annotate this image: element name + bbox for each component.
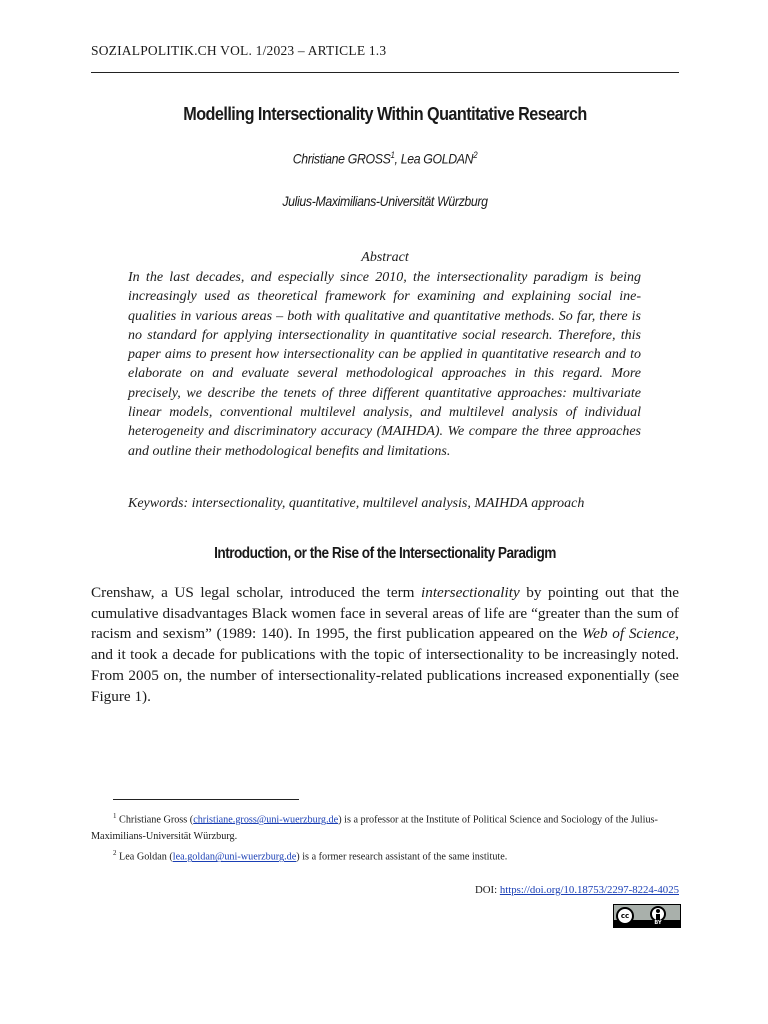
article-title: Modelling Intersectionality Within Quantitative Research bbox=[183, 104, 587, 124]
footnote-text: ) is a professor at the Institute of Political Science and Sociology of the Julius-Maximilians-Universität Würzburg. bbox=[91, 814, 658, 842]
footnote-mark-2[interactable]: 2 bbox=[473, 150, 478, 160]
email-link[interactable]: christiane.gross@uni-wuerzburg.de bbox=[193, 814, 339, 826]
footnotes bbox=[91, 808, 679, 866]
abstract-body: In the last decades, and especially since 2010, the intersectionality paradigm is being increasingly used as theoretical framework for examining and explaining social inequalities in various areas – both with qualitative and quantitative methods. So far, there is no standard for applying intersectionality in quantitative social research. Therefore, this paper aims to present how intersectionality can be applied in quantitative research and to elaborate on and evaluate several methodological approaches in this regard. More precisely, we describe the tenets of three different quantitative approaches: multivariate linear models, conventional multilevel analysis, and multilevel analysis of individual heterogeneity and discriminatory accuracy (MAIHDA). We compare the three approaches and outline their methodological benefits and limitations. bbox=[128, 270, 641, 459]
footnote-text: Lea Goldan ( bbox=[116, 851, 173, 863]
author-name-1: Christiane GROSS bbox=[292, 150, 391, 167]
email-link[interactable]: lea.goldan@uni-wuerzburg.de bbox=[172, 851, 297, 863]
doi-link[interactable]: https://doi.org/10.18753/2297-8224-4025 bbox=[499, 884, 679, 896]
doi-line bbox=[475, 884, 679, 896]
abstract-heading: Abstract bbox=[361, 250, 409, 265]
paragraph-text: by pointing out that the cumulative disadvantages Black women face in several areas of life are “greater than the sum of racism and sexism” (1989: 140). In 1995, the first publication appeared on the bbox=[91, 584, 679, 643]
affiliation: Julius-Maximilians-Universität Würzburg bbox=[282, 193, 488, 209]
body-paragraph bbox=[91, 583, 679, 707]
footnote-divider bbox=[113, 799, 299, 800]
doi-label: DOI: bbox=[474, 884, 500, 896]
cc-by-license-icon[interactable] bbox=[613, 904, 681, 928]
by-label: BY bbox=[654, 920, 662, 926]
paragraph-text: Crenshaw, a US legal scholar, introduced the term bbox=[91, 584, 421, 601]
footnote-1 bbox=[91, 808, 679, 845]
keywords: Keywords: intersectionality, quantitative, multilevel analysis, MAIHDA approach bbox=[128, 496, 585, 511]
section-heading: Introduction, or the Rise of the Intersectionality Paradigm bbox=[214, 545, 556, 562]
header-divider bbox=[91, 72, 679, 73]
footnote-text: Christiane Gross ( bbox=[116, 814, 194, 826]
footnote-2 bbox=[91, 845, 679, 866]
footnote-number: 1 bbox=[113, 812, 117, 820]
footnote-mark-1[interactable]: 1 bbox=[390, 150, 395, 160]
emphasis-term: intersectionality bbox=[421, 584, 520, 601]
running-header: SOZIALPOLITIK.CH VOL. 1/2023 – ARTICLE 1.3 bbox=[91, 43, 387, 58]
footnote-number: 2 bbox=[113, 849, 117, 858]
emphasis-source: Web of Science bbox=[581, 625, 676, 643]
author-separator: , bbox=[394, 150, 401, 167]
footnote-text: ) is a former research assistant of the same institute. bbox=[296, 851, 508, 863]
author-name-2: Lea GOLDAN bbox=[400, 150, 474, 167]
author-line bbox=[126, 150, 643, 167]
cc-icon: cc bbox=[616, 907, 634, 925]
paragraph-text: , and it took a decade for publications with the topic of intersectionality to be increasingly noted. From 2005 on, the number of intersectionality-related publications increased exponentially (see Figure 1). bbox=[91, 625, 680, 705]
